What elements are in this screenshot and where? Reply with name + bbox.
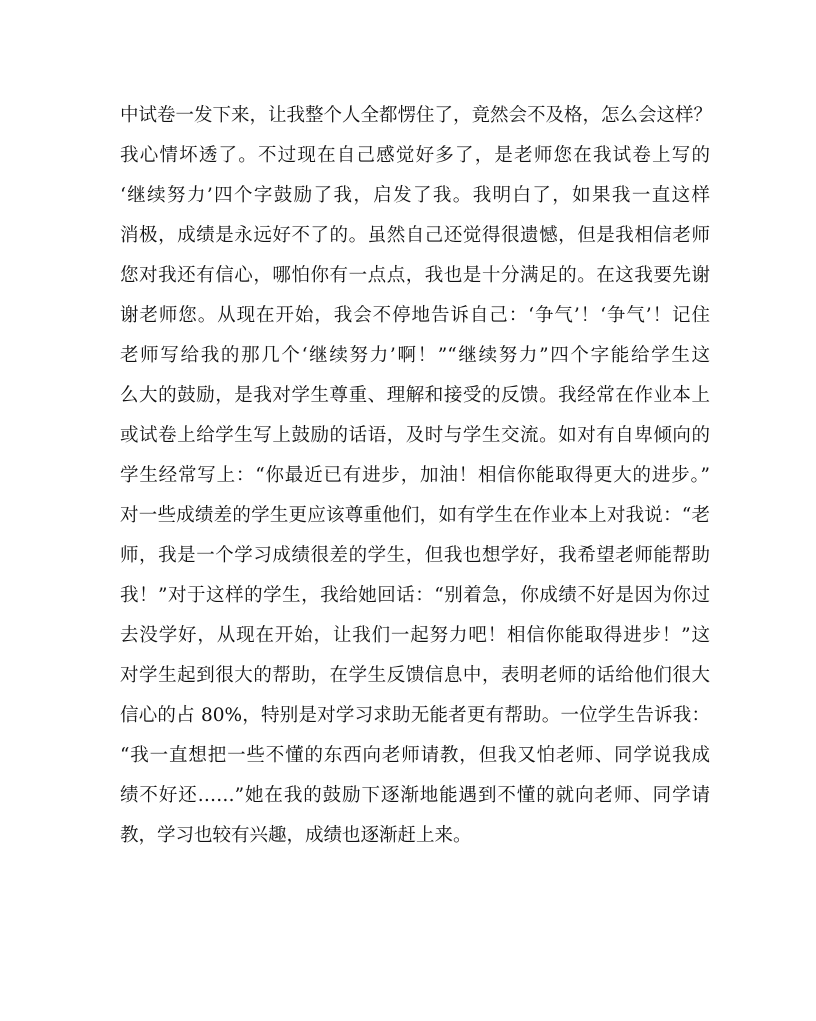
text-line: 您对我还有信心，哪怕你有一点点，我也是十分满足的。在这我要先谢	[120, 265, 710, 286]
text-line: 么大的鼓励，是我对学生尊重、理解和接受的反馈。我经常在作业本上	[120, 385, 710, 406]
text-line: “我一直想把一些不懂的东西向老师请教，但我又怕老师、同学说我成	[120, 745, 710, 766]
text-line: 信心的占 80%，特别是对学习求助无能者更有帮助。一位学生告诉我：	[120, 705, 710, 726]
text-line: 师，我是一个学习成绩很差的学生，但我也想学好，我希望老师能帮助	[120, 545, 710, 566]
body-text	[120, 96, 713, 856]
text-line: 谢老师您。从现在开始，我会不停地告诉自己：‘争气’！‘争气’！记住	[120, 305, 710, 326]
text-line: 中试卷一发下来，让我整个人全都愣住了，竟然会不及格，怎么会这样？	[120, 105, 713, 126]
text-line: 我心情坏透了。不过现在自己感觉好多了，是老师您在我试卷上写的	[120, 145, 710, 166]
text-line: 或试卷上给学生写上鼓励的话语，及时与学生交流。如对有自卑倾向的	[120, 425, 710, 446]
text-line: 教，学习也较有兴趣，成绩也逐渐赶上来。	[120, 825, 472, 846]
text-line: 老师写给我的那几个‘继续努力’啊！”“继续努力”四个字能给学生这	[120, 345, 710, 366]
text-line: 学生经常写上：“你最近已有进步，加油！相信你能取得更大的进步。”	[120, 465, 710, 486]
text-line: 我！”对于这样的学生，我给她回话：“别着急，你成绩不好是因为你过	[120, 585, 710, 606]
text-line: ‘继续努力’四个字鼓励了我，启发了我。我明白了，如果我一直这样	[120, 185, 710, 206]
text-line: 绩不好还……”她在我的鼓励下逐渐地能遇到不懂的就向老师、同学请	[120, 785, 710, 806]
text-line: 去没学好，从现在开始，让我们一起努力吧！相信你能取得进步！”这	[120, 625, 710, 646]
text-line: 对学生起到很大的帮助，在学生反馈信息中，表明老师的话给他们很大	[120, 665, 710, 686]
text-line: 消极，成绩是永远好不了的。虽然自己还觉得很遗憾，但是我相信老师	[120, 225, 710, 246]
text-line: 对一些成绩差的学生更应该尊重他们，如有学生在作业本上对我说：“老	[120, 505, 710, 526]
